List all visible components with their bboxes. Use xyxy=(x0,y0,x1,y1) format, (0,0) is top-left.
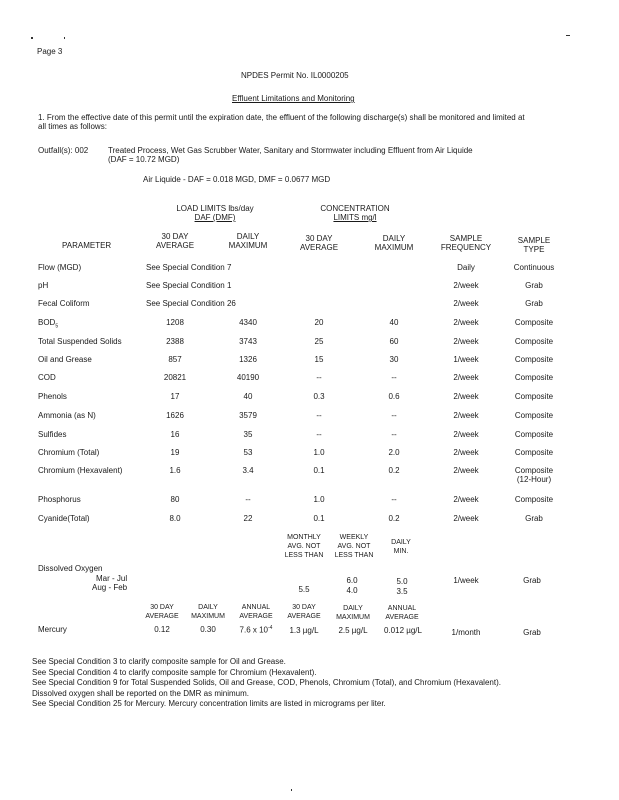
row-load-max: 1326 xyxy=(239,355,257,364)
row-type: Composite xyxy=(514,448,554,457)
row-conc-avg: 0.1 xyxy=(313,466,325,475)
row-freq: 2/week xyxy=(453,411,479,420)
row-type-note: (12-Hour) xyxy=(516,475,552,484)
row-load-avg: 20821 xyxy=(163,373,187,382)
row-conc-max: 0.2 xyxy=(388,514,400,523)
scan-speck xyxy=(31,37,33,39)
note: Dissolved oxygen shall be reported on the DMR as minimum. xyxy=(32,688,249,698)
col-conc-avg-header: 30 DAY AVERAGE xyxy=(299,234,339,252)
row-freq: 2/week xyxy=(453,392,479,401)
air-liquide-flows: Air Liquide - DAF = 0.018 MGD, DMF = 0.0677 MGD xyxy=(143,175,331,184)
do-weekly-header: WEEKLY AVG. NOT LESS THAN xyxy=(334,534,374,559)
row-load-avg: 1626 xyxy=(166,411,184,420)
row-load-avg: 19 xyxy=(170,448,180,457)
hg-v3: 7.6 x $10^{-4}$ xyxy=(239,625,273,635)
row-type: Composite xyxy=(514,373,554,382)
intro-line-1: 1. From the effective date of this permit until the expiration date, the effluent of the following discharge(s) shall be monitored and limited at xyxy=(38,113,525,122)
do-weekly-2: 4.0 xyxy=(346,586,358,595)
do-period-2: Aug - Feb xyxy=(92,583,128,592)
row-load-max: -- xyxy=(245,495,251,504)
row-conc-max: 60 xyxy=(389,337,399,346)
row-type: Composite xyxy=(514,411,554,420)
note: See Special Condition 3 to clarify composite sample for Oil and Grease. xyxy=(32,657,286,666)
row-conc-max: 2.0 xyxy=(388,448,400,457)
row-conc-avg: -- xyxy=(316,430,322,439)
row-freq: 2/week xyxy=(453,466,479,475)
row-load-avg: 2388 xyxy=(166,337,184,346)
row-conc-max: 40 xyxy=(389,318,399,327)
row-parameter: Chromium (Hexavalent) xyxy=(38,466,123,475)
col-parameter-header: PARAMETER xyxy=(62,241,112,250)
row-freq: 2/week xyxy=(453,337,479,346)
do-label: Dissolved Oxygen xyxy=(38,564,103,573)
row-type: Composite xyxy=(514,495,554,504)
do-daily-2: 3.5 xyxy=(396,587,408,596)
outfall-label: Outfall(s): 002 xyxy=(38,146,89,155)
row-parameter: Flow (MGD) xyxy=(38,263,82,272)
row-load-max: 40 xyxy=(243,392,253,401)
row-conc-max: 30 xyxy=(389,355,399,364)
hg-annual-header: ANNUAL AVERAGE xyxy=(239,604,273,620)
row-type: Continuous xyxy=(513,263,555,272)
hg-avg30b-header: 30 DAY AVERAGE xyxy=(287,604,321,620)
row-type: Composite xyxy=(514,392,554,401)
scan-speck xyxy=(566,35,570,36)
do-period-1: Mar - Jul xyxy=(96,574,128,583)
row-parameter: Phenols xyxy=(38,392,67,401)
row-load-max: 3579 xyxy=(239,411,257,420)
row-load-max: 4340 xyxy=(239,318,257,327)
row-load-max: 40190 xyxy=(236,373,260,382)
row-parameter: Sulfides xyxy=(38,430,67,439)
concentration-header xyxy=(300,204,410,222)
row-parameter: Ammonia (as N) xyxy=(38,411,96,420)
row-load-avg: 80 xyxy=(170,495,180,504)
col-load-avg-header: 30 DAY AVERAGE xyxy=(155,232,195,250)
concentration-units: LIMITS mg/l xyxy=(333,213,377,222)
row-special-condition: See Special Condition 26 xyxy=(146,299,236,308)
row-parameter: Total Suspended Solids xyxy=(38,337,122,346)
outfall-description: Treated Process, Wet Gas Scrubber Water, Sanitary and Stormwater including Effluent from Air Liquide xyxy=(108,146,473,155)
row-freq: Daily xyxy=(457,263,475,272)
row-conc-avg: 1.0 xyxy=(313,448,325,457)
do-frequency: 1/week xyxy=(453,576,479,585)
row-conc-avg: 25 xyxy=(314,337,324,346)
scan-speck xyxy=(64,37,65,39)
row-parameter: Oil and Grease xyxy=(38,355,92,364)
row-load-avg: 1.6 xyxy=(169,466,181,475)
col-load-max-header: DAILY MAXIMUM xyxy=(228,232,268,250)
hg-v4: 1.3 µg/L xyxy=(289,626,319,635)
row-conc-avg: 15 xyxy=(314,355,324,364)
hg-dmax-header: DAILY MAXIMUM xyxy=(191,604,225,620)
row-freq: 2/week xyxy=(453,281,479,290)
row-load-avg: 16 xyxy=(170,430,180,439)
row-type: Composite xyxy=(514,318,554,327)
scan-speck xyxy=(291,789,292,791)
row-freq: 2/week xyxy=(453,495,479,504)
load-limits-title: LOAD LIMITS lbs/day xyxy=(176,204,254,213)
do-type: Grab xyxy=(523,576,541,585)
row-freq: 2/week xyxy=(453,448,479,457)
row-parameter: pH xyxy=(38,281,49,290)
do-monthly-header: MONTHLY AVG. NOT LESS THAN xyxy=(284,534,324,559)
col-type-header: SAMPLE TYPE xyxy=(517,236,551,254)
hg-dmaxb-header: DAILY MAXIMUM xyxy=(336,605,370,621)
do-daily-1: 5.0 xyxy=(396,577,408,586)
row-type: Composite xyxy=(514,355,554,364)
note: See Special Condition 25 for Mercury. Mercury concentration limits are listed in micrograms per liter. xyxy=(32,699,386,708)
row-conc-max: -- xyxy=(391,495,397,504)
do-daily-min-header: DAILY MIN. xyxy=(391,539,411,555)
row-conc-avg: 1.0 xyxy=(313,495,325,504)
row-type: Composite xyxy=(514,337,554,346)
concentration-title: CONCENTRATION xyxy=(320,204,390,213)
row-freq: 2/week xyxy=(453,299,479,308)
intro-line-2: all times as follows: xyxy=(38,122,107,131)
row-load-avg: 8.0 xyxy=(169,514,181,523)
do-weekly-1: 6.0 xyxy=(346,576,358,585)
row-load-max: 3743 xyxy=(239,337,257,346)
row-conc-max: 0.6 xyxy=(388,392,400,401)
row-type: Composite xyxy=(514,466,554,475)
col-conc-max-header: DAILY MAXIMUM xyxy=(374,234,414,252)
row-type: Grab xyxy=(525,514,543,523)
row-load-max: 35 xyxy=(243,430,253,439)
load-limits-basis: DAF (DMF) xyxy=(194,213,236,222)
hg-v5: 2.5 µg/L xyxy=(338,626,368,635)
hg-v6: 0.012 µg/L xyxy=(384,626,422,635)
row-load-avg: 17 xyxy=(170,392,180,401)
row-special-condition: See Special Condition 7 xyxy=(146,263,232,272)
row-freq: 2/week xyxy=(453,373,479,382)
hg-v1: 0.12 xyxy=(154,625,170,634)
row-freq: 2/week xyxy=(453,430,479,439)
row-parameter: Phosphorus xyxy=(38,495,81,504)
row-parameter: Fecal Coliform xyxy=(38,299,90,308)
row-type: Composite xyxy=(514,430,554,439)
notes xyxy=(32,657,501,710)
row-freq: 2/week xyxy=(453,514,479,523)
permit-title: NPDES Permit No. IL0000205 xyxy=(241,71,349,80)
row-load-avg: 1208 xyxy=(166,318,184,327)
row-parameter: Cyanide(Total) xyxy=(38,514,90,523)
row-load-max: 53 xyxy=(243,448,253,457)
row-conc-max: -- xyxy=(391,430,397,439)
section-title: Effluent Limitations and Monitoring xyxy=(232,94,355,103)
row-type: Grab xyxy=(525,299,543,308)
hg-frequency: 1/month xyxy=(451,628,481,637)
outfall-daf: (DAF = 10.72 MGD) xyxy=(108,155,180,164)
do-monthly-2: 5.5 xyxy=(298,585,310,594)
row-parameter: $BOD_5$ xyxy=(38,318,59,330)
row-load-avg: 857 xyxy=(168,355,182,364)
col-frequency-header: SAMPLE FREQUENCY xyxy=(440,234,492,252)
hg-avg30-header: 30 DAY AVERAGE xyxy=(145,604,179,620)
row-freq: 2/week xyxy=(453,318,479,327)
hg-label: Mercury xyxy=(38,625,67,634)
row-conc-max: -- xyxy=(391,411,397,420)
note: See Special Condition 4 to clarify composite sample for Chromium (Hexavalent). xyxy=(32,667,317,677)
row-parameter: Chromium (Total) xyxy=(38,448,100,457)
load-limits-header xyxy=(160,204,270,222)
row-conc-avg: 0.1 xyxy=(313,514,325,523)
page-label: Page 3 xyxy=(37,47,63,56)
row-freq: 1/week xyxy=(453,355,479,364)
hg-type: Grab xyxy=(523,628,541,637)
hg-annualb-header: ANNUAL AVERAGE xyxy=(385,605,419,621)
row-load-max: 3.4 xyxy=(242,466,254,475)
hg-v2: 0.30 xyxy=(200,625,216,634)
row-conc-max: 0.2 xyxy=(388,466,400,475)
row-conc-avg: 0.3 xyxy=(313,392,325,401)
row-conc-avg: 20 xyxy=(314,318,324,327)
row-conc-avg: -- xyxy=(316,373,322,382)
row-parameter: COD xyxy=(38,373,56,382)
row-type: Grab xyxy=(525,281,543,290)
row-conc-avg: -- xyxy=(316,411,322,420)
row-conc-max: -- xyxy=(391,373,397,382)
note: See Special Condition 9 for Total Suspended Solids, Oil and Grease, COD, Phenols, Chromium (Total), and Chromium (Hexavalent). xyxy=(32,678,501,687)
row-special-condition: See Special Condition 1 xyxy=(146,281,232,290)
row-load-max: 22 xyxy=(243,514,253,523)
